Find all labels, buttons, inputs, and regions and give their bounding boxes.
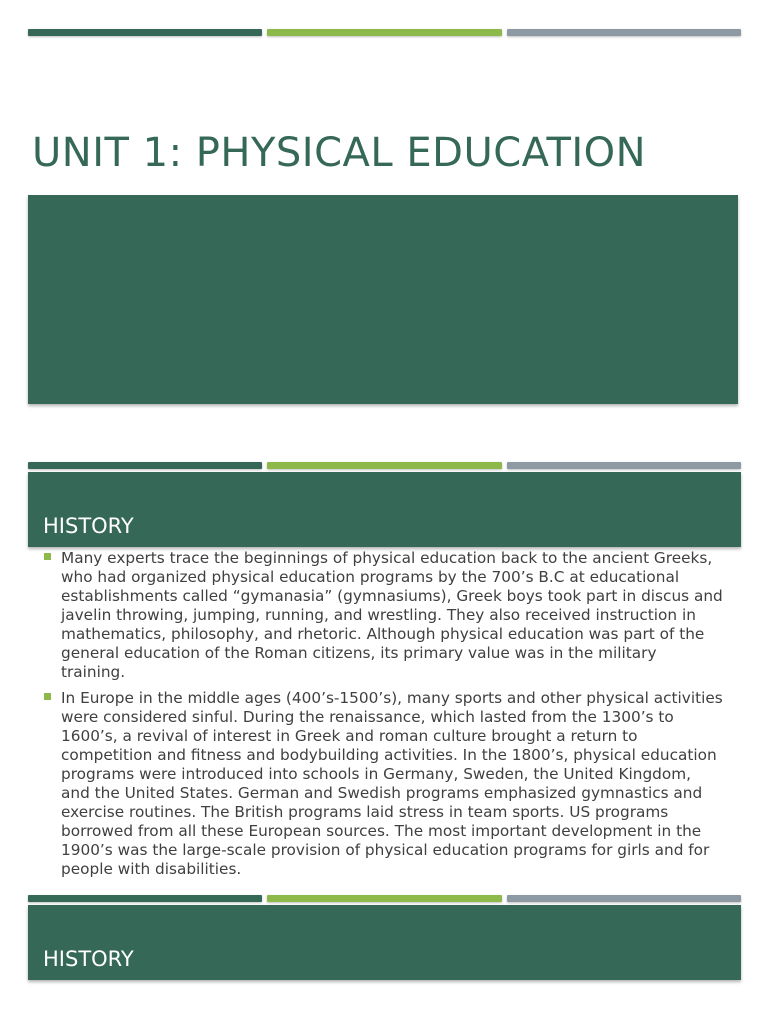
accent-bar-dark-green bbox=[28, 895, 262, 902]
square-bullet-icon bbox=[44, 693, 51, 700]
accent-bar-gray bbox=[507, 895, 741, 902]
square-bullet-icon bbox=[44, 553, 51, 560]
accent-bar-light-green bbox=[267, 462, 501, 469]
list-item bbox=[44, 549, 724, 682]
accent-bars bbox=[28, 462, 741, 469]
accent-bar-dark-green bbox=[28, 29, 262, 36]
accent-bars bbox=[28, 895, 741, 902]
accent-bar-light-green bbox=[267, 29, 501, 36]
accent-bar-light-green bbox=[267, 895, 501, 902]
bullet-text: Many experts trace the beginnings of physical education back to the ancient Greeks, who had organized physical education programs by the 700’s B.C at educational establishments called “gymanasia” (gymnasiums), Greek boys took part in discus and javelin throwing, jumping, running, and wrestling. They also received instruction in mathematics, philosophy, and rhetoric. Although physical education was part of the general education of the Roman citizens, its primary value was in the military training. bbox=[61, 549, 723, 681]
bullet-list bbox=[44, 549, 724, 879]
history-header-band bbox=[28, 472, 741, 547]
section-heading: HISTORY bbox=[43, 514, 134, 538]
slide-title: UNIT 1: PHYSICAL EDUCATION bbox=[32, 130, 647, 176]
section-heading: HISTORY bbox=[43, 947, 134, 971]
accent-bar-dark-green bbox=[28, 462, 262, 469]
history-content bbox=[44, 549, 724, 878]
accent-bar-gray bbox=[507, 29, 741, 36]
history-header-band bbox=[28, 905, 741, 980]
bullet-text: In Europe in the middle ages (400’s-1500’s), many sports and other physical activities were considered sinful. During the renaissance, which lasted from the 1300’s to 1600’s, a revival of interest in Greek and roman culture brought a return to competition and fitness and bodybuilding activities. In the 1800’s, physical education programs were introduced into schools in Germany, Sweden, the United Kingdom, and the United States. German and Swedish programs emphasized gymnastics and exercise routines. The British programs laid stress in team sports. US programs borrowed from all these European sources. The most important development in the 1900’s was the large-scale provision of physical education programs for girls and for people with disabilities. bbox=[61, 689, 723, 878]
accent-bars bbox=[28, 29, 741, 36]
title-green-block bbox=[28, 195, 738, 404]
list-item bbox=[44, 689, 724, 879]
accent-bar-gray bbox=[507, 462, 741, 469]
